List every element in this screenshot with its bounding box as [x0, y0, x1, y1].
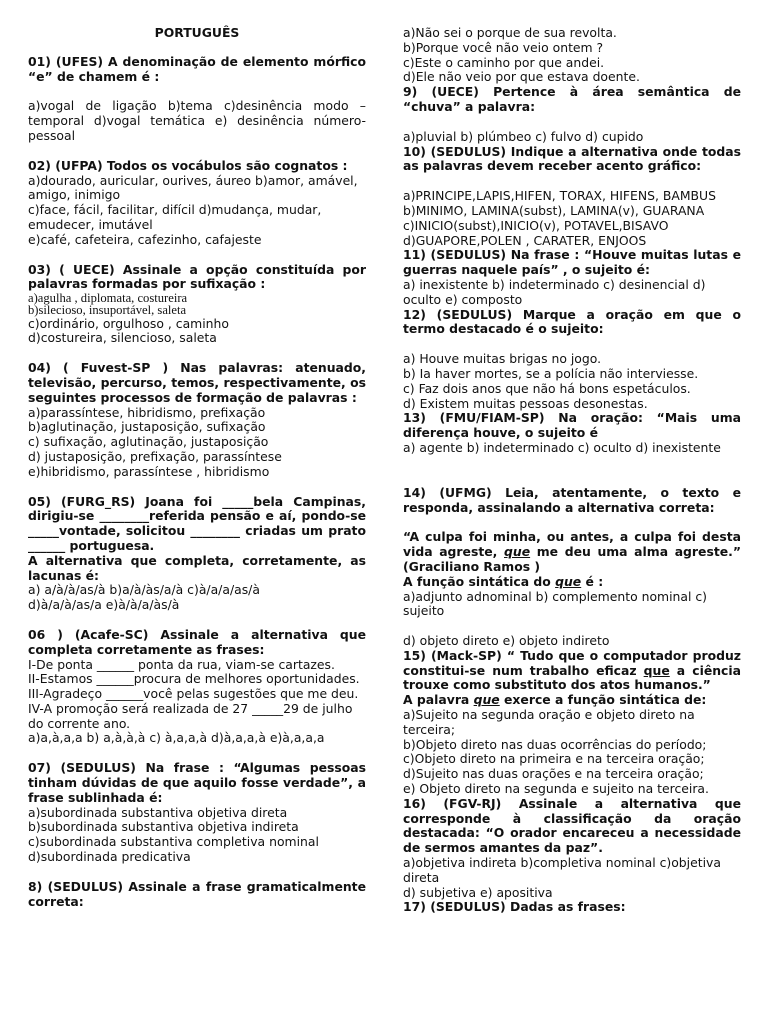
option-line: a)agulha , diplomata, costureira — [28, 291, 188, 306]
option-line: a) Houve muitas brigas no jogo. — [403, 351, 602, 367]
highlighted-word: que — [555, 573, 582, 589]
option-line: d)subordinada predicativa — [28, 849, 191, 865]
option-line: e)hibridismo, parassíntese , hibridismo — [28, 463, 270, 479]
option-line: III-Agradeço ______você pelas sugestões que me deu. — [28, 686, 359, 702]
option-line: II-Estamos ______procura de melhores oportunidades. — [28, 671, 360, 687]
option-line: b)subordinada substantiva objetiva indireta — [28, 819, 299, 835]
option-line: a) a/à/à/as/à b)a/à/às/a/à c)à/a/a/as/à — [28, 582, 260, 598]
option-line: e) Objeto direto na segunda e sujeito na terceira. — [403, 781, 709, 797]
question-ask: A palavra que exerce a função sintática de: — [403, 692, 707, 708]
option-line: d)GUAPORE,POLEN , CARATER, ENJOOS — [403, 232, 647, 248]
option-line: I-De ponta ______ ponta da rua, viam-se cartazes. — [28, 656, 335, 672]
question-stem: 04) ( Fuvest-SP ) Nas palavras: atenuado, televisão, percurso, temos, respectivamente, os seguintes processos de formação de palavras : — [28, 360, 366, 405]
option-line: a)Sujeito na segunda oração e objeto direto na terceira; — [403, 707, 695, 737]
option-line: c)ordinário, orgulhoso , caminho — [28, 315, 229, 331]
option-line: e)café, cafeteira, cafezinho, cafajeste — [28, 231, 262, 247]
question-options: a) agente b) indeterminado c) oculto d) inexistente — [403, 439, 721, 455]
highlighted-word: que — [473, 692, 500, 708]
question-17 — [403, 900, 741, 915]
question-options: a) inexistente b) indeterminado c) desinencial d) oculto e) composto — [403, 276, 706, 307]
question-01 — [28, 55, 366, 144]
question-stem: 17) (SEDULUS) Dadas as frases: — [403, 899, 626, 915]
question-stem: 02) (UFPA) Todos os vocábulos são cognatos : — [28, 157, 348, 173]
option-line: b)Objeto direto nas duas ocorrências do período; — [403, 736, 707, 752]
question-07 — [28, 761, 366, 865]
question-15 — [403, 649, 741, 797]
option-line: c) Faz dois anos que não há bons espetáculos. — [403, 380, 691, 396]
question-02 — [28, 159, 366, 248]
option-line: b)Porque você não veio ontem ? — [403, 39, 604, 55]
option-line: IV-A promoção será realizada de 27 _____29 de julho do corrente ano. — [28, 700, 353, 731]
question-05 — [28, 495, 366, 613]
question-stem: 07) (SEDULUS) Na frase : “Algumas pessoas tinham dúvidas de que aquilo fosse verdade”, a frase sublinhada é: — [28, 760, 366, 805]
question-stem: 10) (SEDULUS) Indique a alternativa onde todas as palavras devem receber acento gráfico: — [403, 143, 741, 174]
question-stem: 05) (FURG_RS) Joana foi _____bela Campinas, dirigiu-se ________referida pensão e aí, pondo-se _____vontade, solicitou ________ criadas um prato ______ portuguesa. — [28, 493, 366, 553]
option-line: a)Não sei o porque de sua revolta. — [403, 25, 617, 40]
option-line: b)aglutinação, justaposição, sufixação — [28, 419, 266, 435]
quote-text: “A culpa foi minha, ou antes, a culpa foi desta vida agreste, que me deu uma alma agreste.” (Graciliano Ramos ) — [403, 529, 741, 574]
question-options: d) objeto direto e) objeto indireto — [403, 633, 610, 649]
option-line: c)Este o caminho por que andei. — [403, 54, 605, 70]
option-line: d)Sujeito nas duas orações e na terceira oração; — [403, 766, 704, 782]
option-line: a)parassíntese, hibridismo, prefixação — [28, 404, 266, 420]
question-06 — [28, 628, 366, 746]
question-08-options — [403, 26, 741, 85]
right-column — [403, 0, 741, 915]
question-ask: A função sintática do que é : — [403, 573, 604, 589]
option-line: c) sufixação, aglutinação, justaposição — [28, 434, 269, 450]
question-options: d) subjetiva e) apositiva — [403, 884, 553, 900]
question-stem: 15) (Mack-SP) “ Tudo que o computador produz constitui-se num trabalho eficaz que a ciência trouxe como substituto dos atos humanos.” — [403, 647, 741, 693]
question-options: a)vogal de ligação b)tema c)desinência modo – temporal d)vogal temática e) desinência número- pessoal — [28, 98, 366, 143]
highlighted-word: que — [643, 662, 670, 678]
option-line: a)subordinada substantiva objetiva direta — [28, 804, 288, 820]
question-stem: 9) (UECE) Pertence à área semântica de “chuva” a palavra: — [403, 84, 741, 114]
option-line: c)INICIO(subst),INICIO(v), POTAVEL,BISAVO — [403, 217, 669, 233]
option-line: b)silecioso, insuportável, saleta — [28, 303, 187, 318]
question-09 — [403, 85, 741, 144]
option-line: d)costureira, silencioso, saleta — [28, 330, 217, 346]
question-12 — [403, 308, 741, 412]
question-04 — [28, 361, 366, 479]
option-line: c)Objeto direto na primeira e na terceira oração; — [403, 751, 705, 767]
option-line: a)dourado, auricular, ourives, áureo b)amor, amável, amigo, inimigo — [28, 172, 358, 203]
question-stem: 06 ) (Acafe-SC) Assinale a alternativa que completa corretamente as frases: — [28, 626, 366, 657]
question-stem: 8) (SEDULUS) Assinale a frase gramaticalmente correta: — [28, 878, 366, 909]
question-stem: 11) (SEDULUS) Na frase : “Houve muitas lutas e guerras naquele país” , o sujeito é: — [403, 247, 741, 278]
option-line: b) Ia haver mortes, se a polícia não interviesse. — [403, 365, 699, 381]
question-16 — [403, 797, 741, 901]
option-line: a)a,à,a,a b) a,à,à,à c) à,a,a,à d)à,a,a,à e)à,a,a,a — [28, 730, 325, 746]
question-options: a)objetiva indireta b)completiva nominal c)objetiva direta — [403, 855, 721, 885]
question-stem: 13) (FMU/FIAM-SP) Na oração: “Mais uma diferença houve, o sujeito é — [403, 410, 741, 441]
question-03 — [28, 263, 366, 347]
option-line: c)face, fácil, facilitar, difícil d)mudança, mudar, emudecer, imutável — [28, 202, 322, 232]
left-column — [28, 0, 366, 909]
option-line: a)PRINCIPE,LAPIS,HIFEN, TORAX, HIFENS, BAMBUS — [403, 188, 716, 204]
option-line: b)MINIMO, LAMINA(subst), LAMINA(v), GUARANA — [403, 202, 705, 218]
question-14 — [403, 486, 741, 649]
question-08 — [28, 880, 366, 910]
option-line: d) justaposição, prefixação, parassíntese — [28, 448, 282, 464]
question-stem: 01) (UFES) A denominação de elemento mórfico “e” de chamem é : — [28, 53, 366, 84]
question-10 — [403, 145, 741, 249]
question-options: a)pluvial b) plúmbeo c) fulvo d) cupido — [403, 128, 644, 144]
question-options: a)adjunto adnominal b) complemento nominal c) sujeito — [403, 588, 708, 619]
question-11 — [403, 248, 741, 307]
page-title: PORTUGUÊS — [154, 25, 240, 40]
option-line: d) Existem muitas pessoas desonestas. — [403, 395, 648, 411]
highlighted-word: que — [504, 544, 531, 560]
question-13 — [403, 411, 741, 455]
option-line: d)Ele não veio por que estava doente. — [403, 69, 640, 85]
question-stem: 14) (UFMG) Leia, atentamente, o texto e responda, assinalando a alternativa correta: — [403, 484, 741, 515]
option-line: c)subordinada substantiva completiva nominal — [28, 834, 319, 850]
question-stem: 03) ( UECE) Assinale a opção constituída por palavras formadas por sufixação : — [28, 261, 366, 292]
question-stem-2: A alternativa que completa, corretamente, as lacunas é: — [28, 552, 366, 583]
question-stem: 12) (SEDULUS) Marque a oração em que o termo destacado é o sujeito: — [403, 306, 741, 337]
question-stem: 16) (FGV-RJ) Assinale a alternativa que corresponde à classificação da oração destacada: “O orador encareceu a necessidade de sermos amantes da paz”. — [403, 795, 741, 856]
option-line: d)à/a/à/as/a e)à/à/a/às/à — [28, 597, 180, 613]
